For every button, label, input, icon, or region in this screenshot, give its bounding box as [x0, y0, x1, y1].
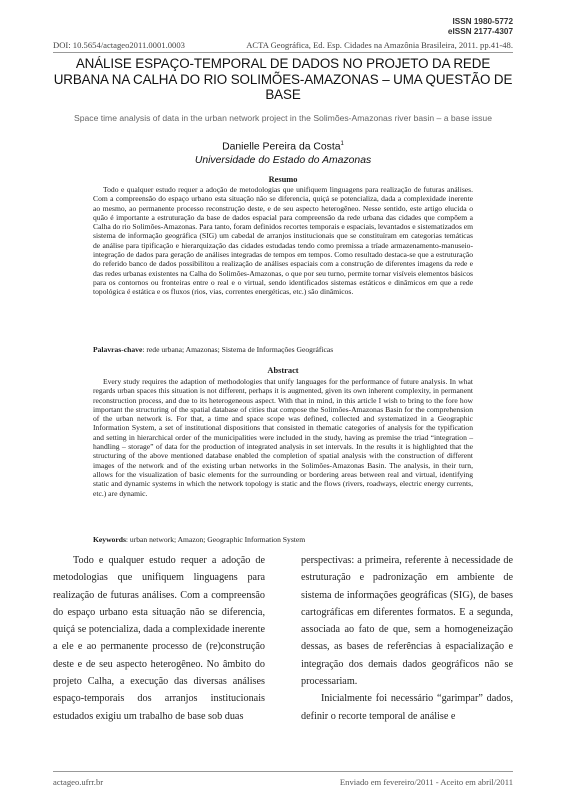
abstract-keywords: [93, 535, 473, 544]
footer-site[interactable]: actageo.ufrr.br: [53, 777, 104, 787]
article-title: ANÁLISE ESPAÇO-TEMPORAL DE DADOS NO PROJETO DA REDE URBANA NA CALHA DO RIO SOLIMÕES-AMAZONAS – UMA QUESTÃO DE BASE: [53, 56, 513, 102]
resumo-keywords-label: Palavras-chave: [93, 345, 143, 354]
header-rule: [53, 52, 513, 53]
author-affiliation: Universidade do Estado do Amazonas: [194, 155, 372, 166]
abstract-keywords-label: Keywords: [93, 535, 126, 544]
author: [0, 141, 566, 152]
doi[interactable]: DOI: 10.5654/actageo2011.0001.0003: [53, 40, 185, 50]
body-column-right: [301, 552, 513, 725]
footer-dates: Enviado em fevereiro/2011 - Aceito em abril/2011: [339, 777, 513, 787]
eissn: eISSN 2177-4307: [447, 27, 513, 36]
author-name: Danielle Pereira da Costa: [222, 141, 341, 153]
abstract-text: Every study requires the adaption of methodologies that unify languages for the performance of future analysis. In what regards urban spaces this situation is not different, perhaps it is augmented, given its own inherent complexity, in permanent reconstruction process, and due to its heterogeneous aspect. With that in mind, in this article I wish to bring to the fore how important the structuring of the spatial database of cities that compose the Solimões-Amazonas Basin for the comprehension of the urban network is. For that, a time and space scope was defined, collected and systematized in a Geographic Information System, a set of institutional dispositions that consisted in thematic categories of analysis for the typification and setting in hierarchical order of the municipalities were included in the study, having as premise the triad “integration – handling – storage” of data for the production of integrated analysis in set intervals. In the results it is highlighted that the structuring of the above mentioned database enabled the completion of spatial analysis with the construction of different images of the network and of the existing urban networks in the Solimões-Amazonas Basin. The analysis, in their turn, allows for the visualization of basic elements for the surrounding or bordering areas between real and virtual, identifying static and dynamic systems in which the network topology is static and the flows (rivers, roadways, electric energy currents, etc.) are dynamic.: [93, 377, 473, 498]
footer-rule: [53, 771, 513, 772]
abstract-keywords-value: : urban network; Amazon; Geographic Information System: [125, 535, 306, 544]
resumo-text: Todo e qualquer estudo requer a adoção de metodologias que unifiquem linguagens para realização de futuras análises. Com a compreensão do espaço urbano esta situação não se diferencia, quiçá se potencializa, dada a complexidade inerente ao mesmo, ao permanente processo reconstrução deste, e de seu aspecto heterogêneo. Nesse sentido, este artigo elucida o quão é importante a estruturação da base de dados espacial para compreensão da rede urbana das cidades que compõem a Calha do rio Solimões-Amazonas. Para tanto, foram definidos recortes temporais e espaciais, levantados e sistematizados em sistema de informação geográfica (SIG) um cabedal de arranjos institucionais que se constituíram em categorias temáticas de análise para tipificação e hierarquização das cidades estudadas tendo como premissa a tríade armazenamento-manuseio-integração de dados para geração de análises integradas de tempos em tempos. Como resultado destaca-se que a estruturação do referido banco de dados possibilitou a realização de análises espaciais com a construção de diferentes imagens da rede e das redes urbanas existentes na Calha do Solimões-Amazonas, o que por seu turno, permite tornar visíveis elementos básicos para os contornos ou fronteiras entre o real e o virtual, sendo identificados sistemas estáticos e dinâmicos em que a rede topológica é estática e os fluxos (rios, vias, correntes energéticas, etc.) são dinâmicos.: [93, 185, 473, 297]
article-subtitle: Space time analysis of data in the urban network project in the Solimões-Amazonas river basin – a base issue: [74, 113, 492, 123]
issn-block: [448, 17, 513, 37]
abstract-heading: Abstract: [267, 366, 299, 375]
body-paragraph: Inicialmente foi necessário “garimpar” dados, definir o recorte temporal de análise e: [301, 693, 513, 722]
resumo-heading: Resumo: [268, 175, 298, 184]
issn: ISSN 1980-5772: [452, 17, 513, 26]
resumo-keywords: [93, 345, 473, 354]
body-paragraph: perspectivas: a primeira, referente à necessidade de estruturação e padronização em ambiente de sistema de informações geográficas (SIG), de bases cartográficas em diferentes formatos. E a segunda, associada ao fato de que, sem a homogeneização dessas, as bases de referências à espacialização e integração dos demais dados geográficos não se processariam.: [301, 555, 513, 688]
body-column-left: [53, 552, 265, 725]
author-footnote-mark[interactable]: 1: [340, 141, 344, 147]
body-paragraph: Todo e qualquer estudo requer a adoção de metodologias que unifiquem linguagens para realização de futuras análises. Com a compreensão do espaço urbano esta situação não se diferencia, quiçá se potencializa, dada a complexidade inerente a ele e ao permanente processo de (re)construção deste e de seu aspecto heterogêneo. No âmbito do projeto Calha, a execução das diversas análises espaço-temporais dos arranjos institucionais estudados exigiu um trabalho de base sob duas: [53, 555, 265, 722]
journal-citation: ACTA Geográfica, Ed. Esp. Cidades na Amazônia Brasileira, 2011. pp.41-48.: [246, 40, 513, 50]
resumo-keywords-value: : rede urbana; Amazonas; Sistema de Informações Geográficas: [142, 345, 334, 354]
